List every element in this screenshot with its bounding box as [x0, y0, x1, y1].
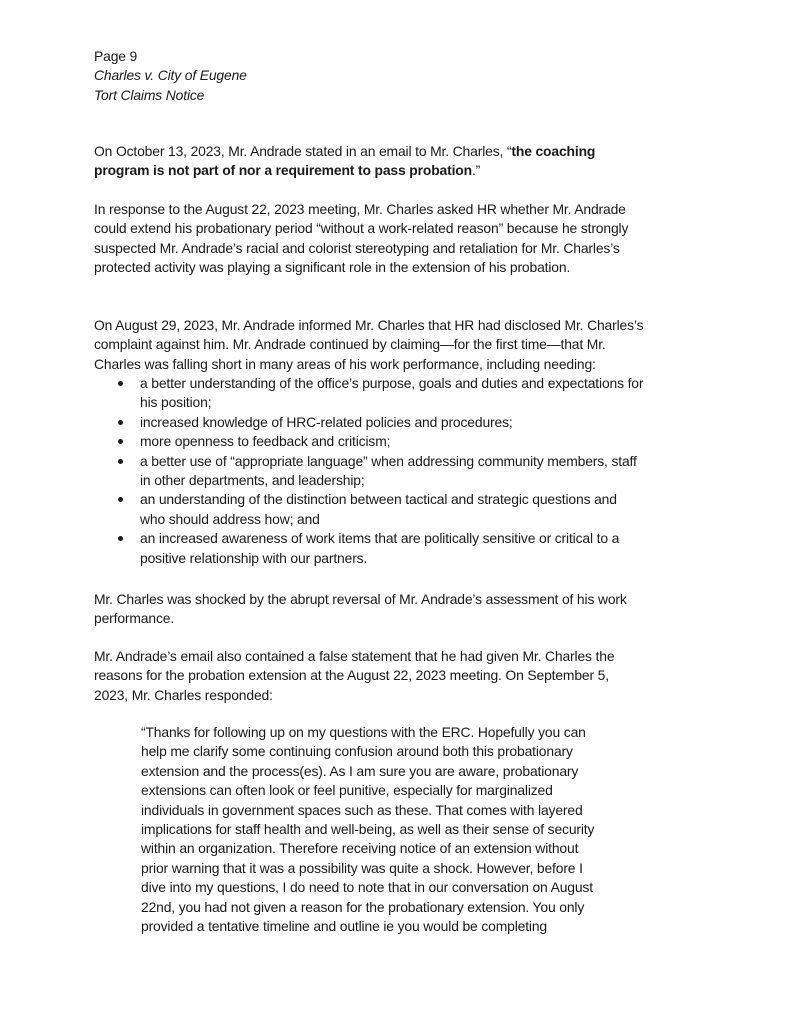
text-line: help me clarify some continuing confusion around both this probationary — [141, 743, 573, 760]
list-item — [94, 490, 643, 529]
text-line: extension and the process(es). As I am sure you are aware, probationary — [141, 762, 579, 779]
text-line: In response to the August 22, 2023 meeting, Mr. Charles asked HR whether Mr. Andrade — [94, 201, 626, 217]
page-number: Page 9 — [94, 48, 138, 64]
text-line: “Thanks for following up on my questions with the ERC. Hopefully you can — [141, 724, 586, 740]
text: .” — [471, 162, 481, 179]
text-line: complaint against him. Mr. Andrade continued by claiming—for the first time—that Mr. — [94, 336, 606, 353]
text-line: reasons for the probation extension at the August 22, 2023 meeting. On September 5, — [94, 667, 609, 684]
text-line: more openness to feedback and criticism; — [140, 433, 391, 450]
text-line: within an organization. Therefore receiving notice of an extension without — [141, 840, 579, 857]
text-line: implications for staff health and well-being, as well as their sense of security — [141, 820, 595, 837]
text-line: suspected Mr. Andrade’s racial and colorist stereotyping and retaliation for Mr. Charles’s — [94, 239, 620, 256]
document-title: Tort Claims Notice — [94, 86, 205, 103]
text-line: individuals in government spaces such as these. That comes with layered — [141, 801, 583, 818]
case-name: Charles v. City of Eugene — [94, 67, 247, 84]
text-line: increased knowledge of HRC-related policies and procedures; — [140, 413, 513, 430]
text-line: protected activity was playing a significant role in the extension of his probation. — [94, 259, 571, 276]
text-line: On August 29, 2023, Mr. Andrade informed Mr. Charles that HR had disclosed Mr. Charles’s — [94, 317, 644, 333]
text-line: a better use of “appropriate language” when addressing community members, staff — [140, 452, 637, 469]
text-line: dive into my questions, I do need to note that in our conversation on August — [141, 879, 593, 896]
page-header — [94, 47, 247, 105]
text-line: could extend his probationary period “without a work-related reason” because he strongly — [94, 220, 629, 237]
text-line: his position; — [140, 394, 212, 411]
text-line: an understanding of the distinction between tactical and strategic questions and — [140, 491, 617, 508]
text-line: positive relationship with our partners. — [140, 549, 368, 566]
text-line: provided a tentative timeline and outline ie you would be completing — [141, 917, 548, 934]
text-line: prior warning that it was a possibility was quite a shock. However, before I — [141, 859, 583, 876]
text-line: who should address how; and — [140, 510, 320, 527]
text-line: extensions can often look or feel punitive, especially for marginalized — [141, 782, 553, 799]
bold-quote: program is not part of nor a requirement to pass probation — [94, 162, 472, 179]
block-quote — [141, 723, 594, 936]
list-item — [94, 413, 643, 432]
text-line: Mr. Charles was shocked by the abrupt reversal of Mr. Andrade’s assessment of his work — [94, 591, 627, 607]
text-line: Mr. Andrade’s email also contained a false statement that he had given Mr. Charles the — [94, 648, 615, 664]
list-item — [94, 529, 643, 568]
list-item — [94, 374, 643, 413]
paragraph-2 — [94, 200, 628, 278]
list-item — [94, 452, 643, 491]
bullet-list — [94, 374, 643, 568]
text: On October 13, 2023, Mr. Andrade stated in an email to Mr. Charles, “ — [94, 143, 512, 159]
text-line: performance. — [94, 610, 175, 627]
list-item — [94, 432, 643, 451]
text-line: an increased awareness of work items that are politically sensitive or critical to a — [140, 530, 620, 547]
paragraph-1 — [94, 142, 595, 181]
text-line: Charles was falling short in many areas of his work performance, including needing: — [94, 355, 596, 372]
text-line: in other departments, and leadership; — [140, 471, 365, 488]
paragraph-5 — [94, 647, 614, 705]
text-line: a better understanding of the office’s purpose, goals and duties and expectations for — [140, 375, 644, 391]
bold-quote: the coaching — [511, 143, 596, 159]
text-line: 22nd, you had not given a reason for the probationary extension. You only — [141, 898, 585, 915]
text-line: 2023, Mr. Charles responded: — [94, 686, 273, 703]
paragraph-3 — [94, 316, 643, 374]
paragraph-4 — [94, 590, 627, 629]
